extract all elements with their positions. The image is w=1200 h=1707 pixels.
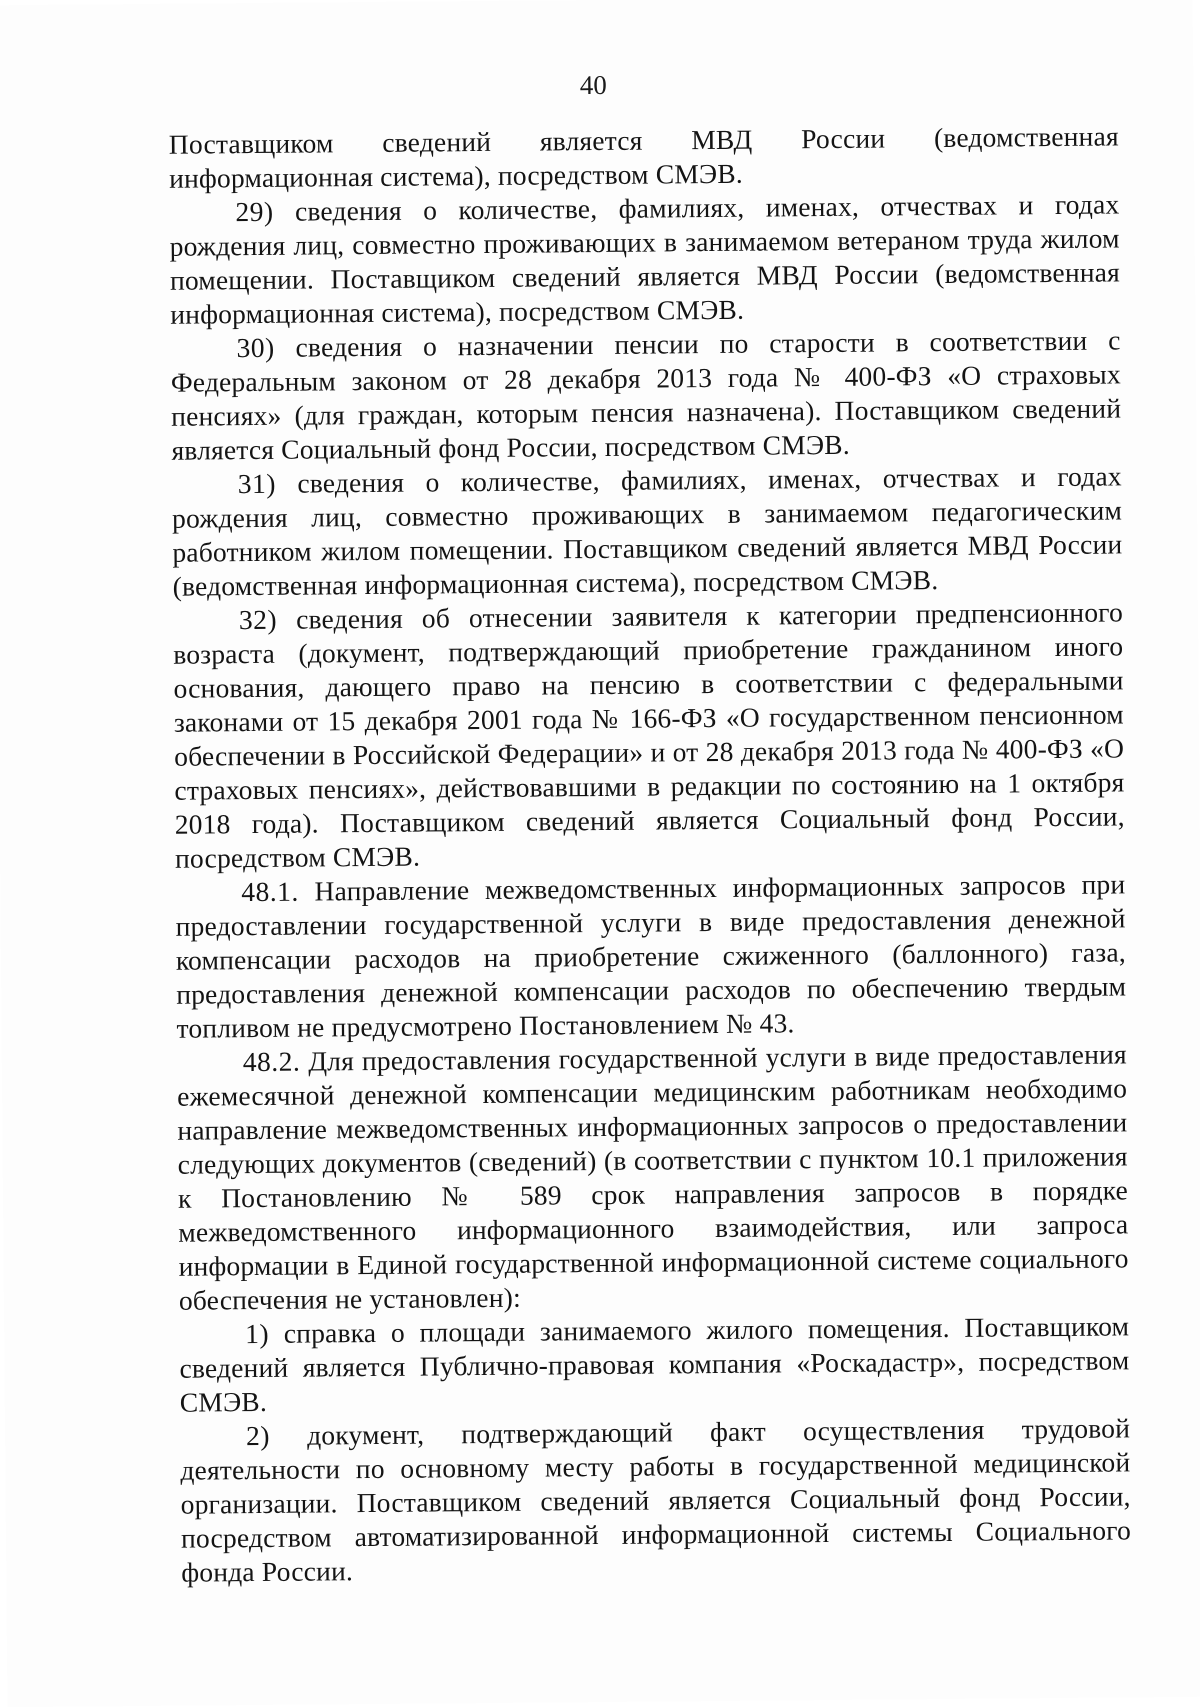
list-item-2: [180, 1411, 1131, 1589]
list-item-32: [173, 595, 1125, 875]
paragraph-text: сведения о количестве, фамилиях, именах, отчествах и годах рождения лиц, совместно проживающих в занимаемом ветераном труда жилом помещении. Поставщиком сведений является МВД России (ведомственная информационная система), посредством СМЭВ.: [169, 188, 1121, 330]
paragraph-text: сведения о назначении пенсии по старости в соответствии с Федеральным законом от 28 декабря 2013 года № 400-ФЗ «О страховых пенсиях» (для граждан, которым пенсия назначена). Поставщиком сведений является Социальный фонд России, посредством СМЭВ.: [170, 324, 1122, 466]
list-item-30: [170, 323, 1121, 467]
list-item-number: 1): [245, 1317, 270, 1350]
section-48-2: [177, 1037, 1129, 1317]
list-item-number: 32): [238, 603, 278, 636]
section-48-1: [175, 867, 1126, 1045]
section-number: 48.1.: [241, 875, 299, 908]
paragraph-text: Поставщиком сведений является МВД России (ведомственная информационная система), посредством СМЭВ.: [168, 120, 1119, 194]
paragraph-text: справка о площади занимаемого жилого помещения. Поставщиком сведений является Публично-правовая компания «Роскадастр», посредством СМЭВ.: [179, 1310, 1130, 1418]
page-number: 40: [579, 69, 607, 101]
list-item-number: 30): [236, 331, 275, 364]
list-item-31: [172, 459, 1123, 603]
list-item-number: 31): [237, 467, 277, 500]
list-item-number: 2): [245, 1419, 271, 1452]
list-item-number: 29): [235, 195, 274, 228]
paragraph-text: Для предоставления государственной услуги в виде предоставления ежемесячной денежной компенсации медицинским работникам необходимо направление межведомственных информационных запросов о предоставлении следующих документов (сведений) (в соответствии с пунктом 10.1 приложения к Постановлению № 589 срок направления запросов в порядке межведомственного информационного взаимодействия, или запроса информации в Единой государственной информационной системе социального обеспечения не установлен):: [176, 1038, 1129, 1316]
list-item-29: [169, 187, 1120, 331]
paragraph-text: Направление межведомственных информационных запросов при предоставлении государственной услуги в виде предоставления денежной компенсации расходов на приобретение сжиженного (баллонного) газа, предоставления денежной компенсации расходов по обеспечению твердым топливом не предусмотрено Постановлением № 43.: [175, 868, 1127, 1044]
document-body: [169, 119, 1132, 1589]
paragraph-continuation: [169, 119, 1120, 195]
paragraph-text: сведения об отнесении заявителя к категории предпенсионного возраста (документ, подтверждающий приобретение гражданином иного основания, дающего право на пенсию в соответствии с федеральными законами от 15 декабря 2001 года № 166-ФЗ «О государственном пенсионном обеспечении в Российской Федерации» и от 28 декабря 2013 года № 400-ФЗ «О страховых пенсиях», действовавшими в редакции по состоянию на 1 октября 2018 года). Поставщиком сведений является Социальный фонд России, посредством СМЭВ.: [173, 596, 1125, 874]
paragraph-text: сведения о количестве, фамилиях, именах, отчествах и годах рождения лиц, совместно проживающих в занимаемом педагогическим работником жилом помещении. Поставщиком сведений является МВД России (ведомственная информационная система), посредством СМЭВ.: [171, 460, 1123, 602]
section-number: 48.2.: [242, 1045, 301, 1078]
list-item-1: [179, 1309, 1130, 1419]
paragraph-text: документ, подтверждающий факт осуществления трудовой деятельности по основному месту работы в государственной медицинской организации. Поставщиком сведений является Социальный фонд России, посредством автоматизированной информационной системы Социального фонда России.: [180, 1412, 1132, 1588]
